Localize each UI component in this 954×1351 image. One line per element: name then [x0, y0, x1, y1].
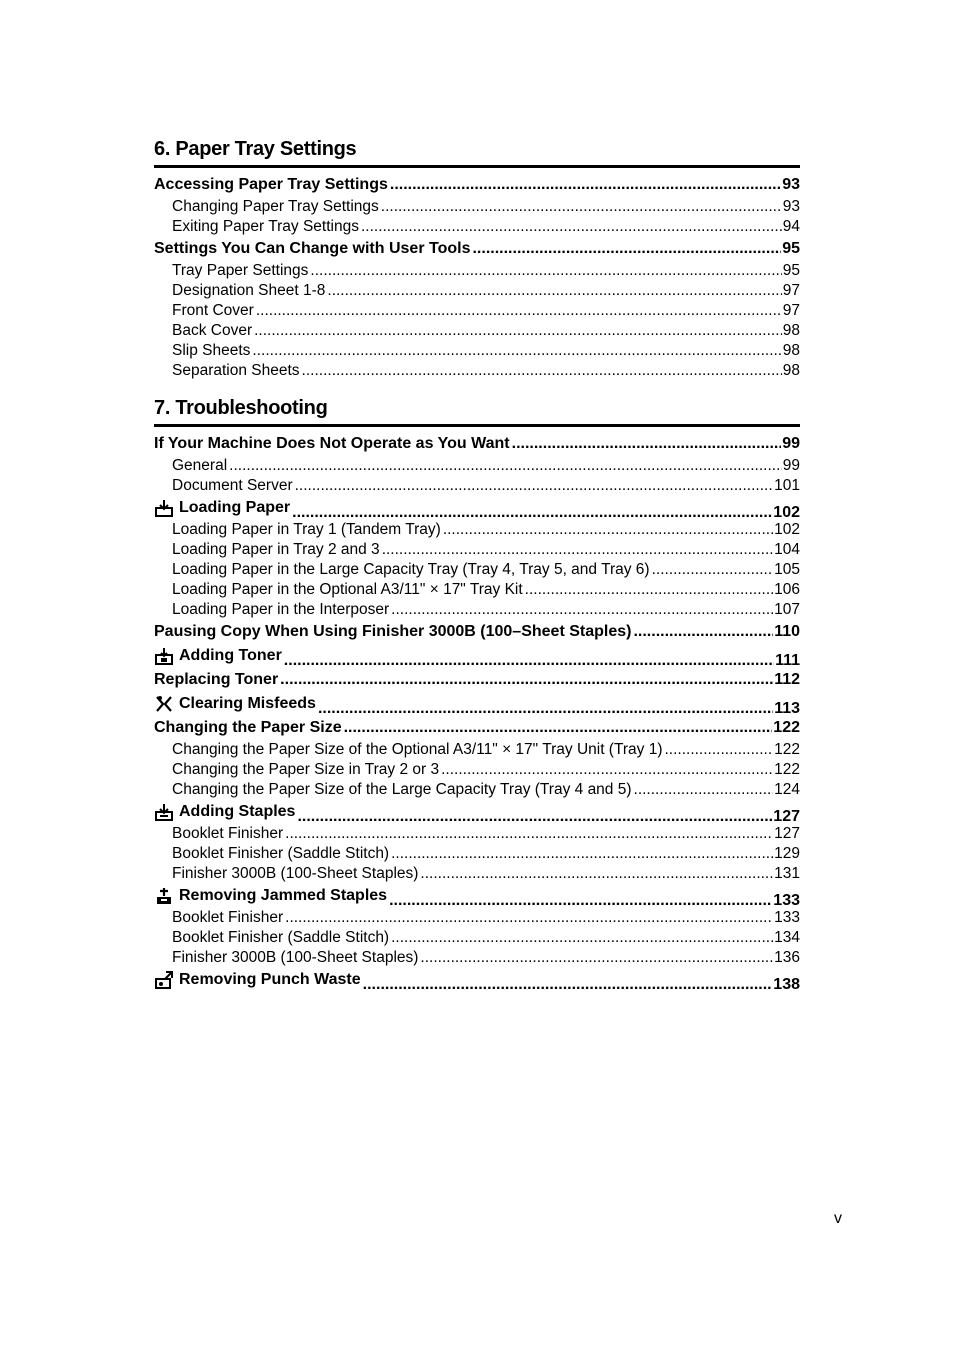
- toc-page-number: 97: [782, 282, 800, 299]
- toc-entry-text: Loading Paper in the Optional A3/11" × 17" Tray Kit: [172, 581, 523, 598]
- toc-subsection-link[interactable]: [154, 560, 800, 580]
- toc-entry-title: [154, 884, 387, 908]
- toc-entry-text: Booklet Finisher (Saddle Stitch): [172, 845, 390, 862]
- dot-leader: [443, 520, 773, 540]
- toc-page-number: 131: [774, 865, 800, 882]
- dot-leader: [361, 217, 782, 237]
- toc-page-number: 133: [774, 909, 800, 926]
- dot-leader: [420, 948, 773, 968]
- toc-subsection-link[interactable]: [154, 361, 800, 381]
- toc-section-link[interactable]: [154, 800, 800, 824]
- toc-entry-title: [172, 341, 250, 361]
- toc-section-link[interactable]: [154, 692, 800, 716]
- toc-entry-title: [172, 740, 662, 760]
- toc-subsection-link[interactable]: [154, 864, 800, 884]
- toc-entry-title: [172, 948, 418, 968]
- toc-entry-text: Changing the Paper Size in Tray 2 or 3: [172, 761, 440, 778]
- toc-entry-title: [172, 321, 252, 341]
- toc-section-link[interactable]: [154, 968, 800, 992]
- toc-subsection-link[interactable]: [154, 948, 800, 968]
- toc-entry-title: [154, 620, 631, 644]
- dot-leader: [391, 844, 773, 864]
- toc-entry-text: Adding Toner: [179, 647, 282, 664]
- toc-entry-title: [172, 560, 650, 580]
- toc-page-number: 93: [782, 198, 800, 215]
- toc-page-number: 134: [774, 929, 800, 946]
- dot-leader: [310, 261, 781, 281]
- toc-entry-text: Changing the Paper Size of the Large Capacity Tray (Tray 4 and 5): [172, 781, 632, 798]
- toc-entry-text: Exiting Paper Tray Settings: [172, 218, 359, 235]
- toc-entry-text: Loading Paper: [179, 499, 291, 516]
- toc-page-number: 136: [774, 949, 800, 966]
- dot-leader: [441, 760, 773, 780]
- toc-page-number: 102: [774, 521, 800, 538]
- toc-entry-text: Replacing Toner: [154, 671, 279, 688]
- toc-subsection-link[interactable]: [154, 321, 800, 341]
- toc-entry-text: Loading Paper in Tray 1 (Tandem Tray): [172, 521, 441, 538]
- toc-section-link[interactable]: [154, 173, 800, 197]
- toc-page-number: 104: [774, 541, 800, 558]
- toc-subsection-link[interactable]: [154, 197, 800, 217]
- toc-entry-title: [154, 173, 388, 197]
- jammed-staples-icon: [154, 887, 174, 905]
- add-toner-icon: [154, 647, 174, 665]
- toc-entry-title: [172, 928, 389, 948]
- toc-entry-title: [172, 456, 227, 476]
- toc-page-number: 98: [782, 342, 800, 359]
- punch-waste-icon: [154, 971, 174, 989]
- toc-entry-text: Back Cover: [172, 322, 253, 339]
- toc-entry-title: [172, 540, 380, 560]
- toc-entry-title: [154, 800, 295, 824]
- toc-entry-text: Settings You Can Change with User Tools: [154, 240, 471, 257]
- toc-subsection-link[interactable]: [154, 580, 800, 600]
- toc-entry-title: [154, 237, 470, 261]
- toc-page-number: 107: [774, 601, 800, 618]
- toc-page-number: 95: [782, 262, 800, 279]
- toc-section-link[interactable]: [154, 237, 800, 261]
- toc-page-number: 95: [782, 240, 800, 257]
- toc-subsection-link[interactable]: [154, 281, 800, 301]
- toc-entry-text: Document Server: [172, 477, 293, 494]
- toc-subsection-link[interactable]: [154, 341, 800, 361]
- toc-subsection-link[interactable]: [154, 844, 800, 864]
- toc-entry-text: Slip Sheets: [172, 342, 251, 359]
- toc-entry-title: [172, 908, 283, 928]
- dot-leader: [664, 740, 773, 760]
- toc-entry-title: [154, 668, 278, 692]
- toc-page-number: 110: [774, 623, 800, 640]
- toc-page-number: 106: [774, 581, 800, 598]
- toc-entry-text: Pausing Copy When Using Finisher 3000B (100–Sheet Staples): [154, 623, 632, 640]
- toc-page-number: 122: [774, 741, 800, 758]
- dot-leader: [391, 600, 773, 620]
- toc-entry-title: [172, 600, 389, 620]
- toc-section-link[interactable]: [154, 620, 800, 644]
- dot-leader: [512, 432, 782, 456]
- toc-entry-text: Loading Paper in the Interposer: [172, 601, 390, 618]
- dot-leader: [280, 668, 773, 692]
- toc-entry-text: Changing the Paper Size of the Optional A3/11" × 17" Tray Unit (Tray 1): [172, 741, 663, 758]
- toc-entry-title: [172, 361, 300, 381]
- chapter-section: [154, 395, 800, 992]
- toc-subsection-link[interactable]: [154, 301, 800, 321]
- toc-subsection-link[interactable]: [154, 928, 800, 948]
- toc-entry-title: [172, 281, 325, 301]
- toc-entry-title: [172, 197, 379, 217]
- toc-subsection-link[interactable]: [154, 824, 800, 844]
- toc-entry-text: Removing Punch Waste: [179, 971, 361, 988]
- dot-leader: [363, 973, 773, 997]
- dot-leader: [390, 173, 781, 197]
- dot-leader: [254, 321, 782, 341]
- dot-leader: [344, 716, 773, 740]
- toc-entry-title: [154, 968, 361, 992]
- toc-subsection-link[interactable]: [154, 456, 800, 476]
- toc-page-number: 112: [774, 671, 800, 688]
- toc-entry-text: Booklet Finisher: [172, 909, 284, 926]
- toc-entry-title: [172, 580, 523, 600]
- toc-section-link[interactable]: [154, 716, 800, 740]
- toc-subsection-link[interactable]: [154, 520, 800, 540]
- toc-entry-text: Loading Paper in Tray 2 and 3: [172, 541, 380, 558]
- toc-page-number: 105: [774, 561, 800, 578]
- dot-leader: [634, 780, 774, 800]
- toc-entry-text: If Your Machine Does Not Operate as You Want: [154, 435, 510, 452]
- toc-entry-title: [172, 476, 293, 496]
- toc-subsection-link[interactable]: [154, 540, 800, 560]
- chapter-title: 7. Troubleshooting: [154, 397, 328, 419]
- toc-subsection-link[interactable]: [154, 780, 800, 800]
- add-staples-icon: [154, 803, 174, 821]
- toc-page-number: 122: [774, 761, 800, 778]
- toc-entry-text: Separation Sheets: [172, 362, 300, 379]
- dot-leader: [472, 237, 781, 261]
- toc-entry-text: Booklet Finisher: [172, 825, 284, 842]
- chapter-title: 6. Paper Tray Settings: [154, 138, 357, 160]
- toc-page-number: 133: [773, 892, 800, 909]
- toc-section-link[interactable]: [154, 496, 800, 520]
- toc-entry-title: [172, 780, 632, 800]
- chapter-divider: [154, 165, 800, 168]
- dot-leader: [327, 281, 781, 301]
- toc-entry-title: [154, 644, 282, 668]
- toc-entry-title: [172, 301, 254, 321]
- toc-entry-title: [172, 760, 439, 780]
- toc-subsection-link[interactable]: [154, 261, 800, 281]
- toc-entry-text: Clearing Misfeeds: [179, 695, 316, 712]
- dot-leader: [391, 928, 773, 948]
- dot-leader: [302, 361, 782, 381]
- toc-entry-title: [154, 496, 290, 520]
- toc-entry-text: Changing Paper Tray Settings: [172, 198, 379, 215]
- dot-leader: [252, 341, 781, 361]
- dot-leader: [285, 824, 773, 844]
- misfeed-icon: [154, 695, 174, 713]
- toc-entry-text: Finisher 3000B (100-Sheet Staples): [172, 865, 419, 882]
- chapter-section: [154, 136, 800, 381]
- toc-page-number: 102: [773, 504, 800, 521]
- toc-page-number: 99: [782, 435, 800, 452]
- toc-page-number: 101: [774, 477, 800, 494]
- toc-entry-title: [172, 520, 441, 540]
- toc-entry-title: [154, 692, 316, 716]
- dot-leader: [525, 580, 773, 600]
- toc-entry-text: Tray Paper Settings: [172, 262, 309, 279]
- toc-page-number: 127: [774, 825, 800, 842]
- dot-leader: [652, 560, 774, 580]
- toc-page-number: 97: [782, 302, 800, 319]
- toc-entry-title: [172, 217, 359, 237]
- toc-page-number: 93: [782, 176, 800, 193]
- toc-subsection-link[interactable]: [154, 600, 800, 620]
- toc-subsection-link[interactable]: [154, 217, 800, 237]
- dot-leader: [256, 301, 782, 321]
- dot-leader: [633, 620, 773, 644]
- toc-page-number: 99: [782, 457, 800, 474]
- toc-subsection-link[interactable]: [154, 740, 800, 760]
- toc-section-link[interactable]: [154, 884, 800, 908]
- toc-section-link[interactable]: [154, 668, 800, 692]
- toc-subsection-link[interactable]: [154, 760, 800, 780]
- toc-entry-text: Finisher 3000B (100-Sheet Staples): [172, 949, 419, 966]
- toc-subsection-link[interactable]: [154, 908, 800, 928]
- toc-entry-title: [172, 864, 418, 884]
- toc-entry-text: Loading Paper in the Large Capacity Tray (Tray 4, Tray 5, and Tray 6): [172, 561, 650, 578]
- toc-entry-text: Accessing Paper Tray Settings: [154, 176, 388, 193]
- toc-entry-title: [154, 716, 342, 740]
- toc-page-number: 98: [782, 362, 800, 379]
- chapter-divider: [154, 424, 800, 427]
- page-number: v: [834, 1210, 842, 1227]
- toc-page-number: 111: [775, 652, 800, 669]
- load-paper-icon: [154, 499, 174, 517]
- toc-entry-title: [172, 844, 389, 864]
- dot-leader: [420, 864, 773, 884]
- toc-entry-text: Front Cover: [172, 302, 254, 319]
- dot-leader: [229, 456, 782, 476]
- toc-section-link[interactable]: [154, 432, 800, 456]
- dot-leader: [295, 476, 774, 496]
- toc-entry-text: Booklet Finisher (Saddle Stitch): [172, 929, 390, 946]
- toc-entry-title: [154, 432, 510, 456]
- dot-leader: [285, 908, 773, 928]
- toc-page-number: 138: [773, 976, 800, 993]
- toc-subsection-link[interactable]: [154, 476, 800, 496]
- toc-entry-text: General: [172, 457, 228, 474]
- toc-page-number: 124: [774, 781, 800, 798]
- toc-page-number: 94: [782, 218, 800, 235]
- toc-page-number: 113: [774, 700, 800, 717]
- toc-page-number: 98: [782, 322, 800, 339]
- toc-entry-text: Removing Jammed Staples: [179, 887, 388, 904]
- toc-entry-text: Adding Staples: [179, 803, 296, 820]
- toc-section-link[interactable]: [154, 644, 800, 668]
- toc-entry-text: Changing the Paper Size: [154, 719, 342, 736]
- toc-entry-text: Designation Sheet 1-8: [172, 282, 326, 299]
- toc-entry-title: [172, 824, 283, 844]
- toc-entry-title: [172, 261, 308, 281]
- toc-page-number: 122: [773, 719, 800, 736]
- dot-leader: [382, 540, 773, 560]
- dot-leader: [381, 197, 782, 217]
- toc-page-number: 127: [773, 808, 800, 825]
- toc-page-number: 129: [774, 845, 800, 862]
